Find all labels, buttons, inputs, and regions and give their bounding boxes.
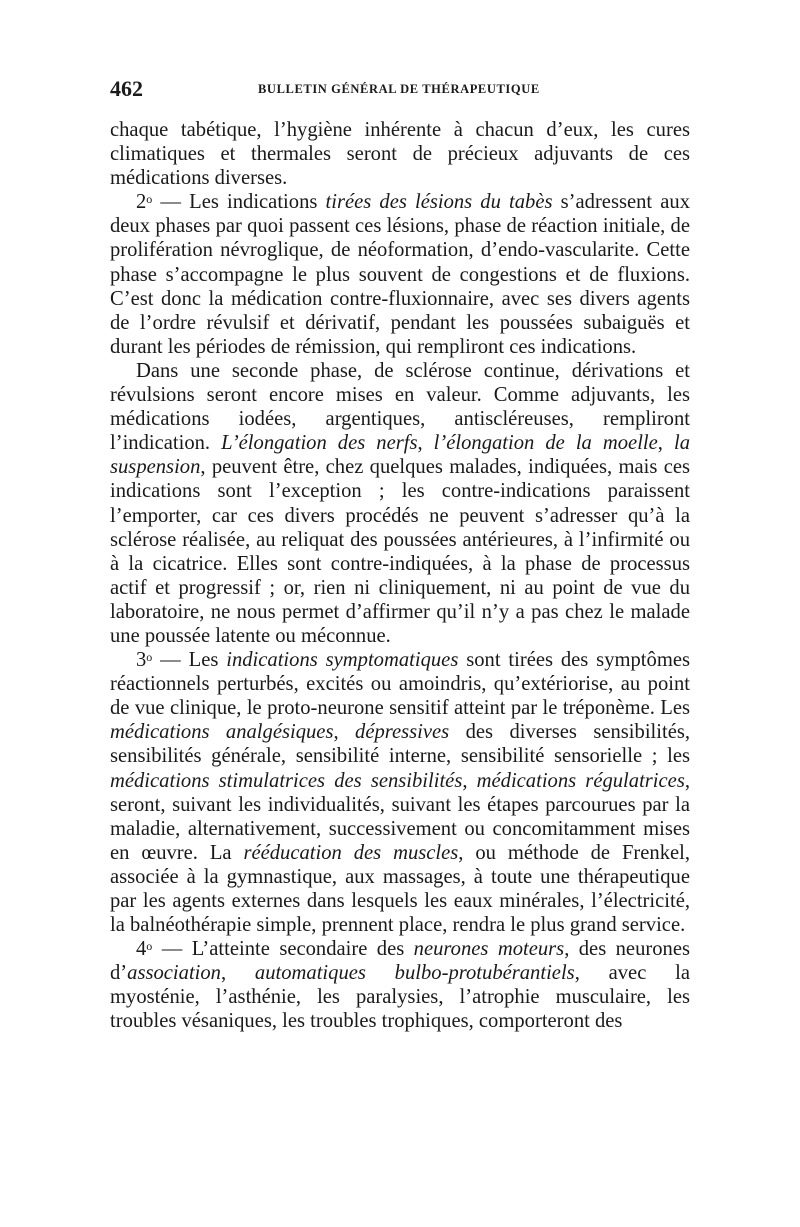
italic-term: L’élongation des nerfs <box>221 432 418 455</box>
ordinal-suffix: o <box>146 650 153 665</box>
text-run: , <box>417 432 434 455</box>
paragraph-p1 <box>110 118 690 190</box>
running-title: BULLETIN GÉNÉRAL DE THÉRAPEUTIQUE <box>258 82 540 96</box>
paragraph-p2 <box>110 190 690 359</box>
text-run: 2 <box>136 191 147 214</box>
italic-term: médications régulatrices <box>476 769 685 792</box>
body-text <box>110 118 690 1034</box>
text-run: sont tirées des symptômes réactionnels perturbés, excités ou amoindris, qu’extériorise, au point de vue clinique, le proto-neurone sensitif atteint par le tréponème. Les <box>110 649 691 720</box>
italic-term: dépressives <box>355 721 450 744</box>
text-run: , seront, suivant les individualités, suivant les étapes parcourues par la maladie, alternativement, successivement ou concomitamment mises en œuvre. La <box>110 769 690 864</box>
text-run: — Les indications <box>152 191 326 214</box>
italic-term: association <box>127 962 221 985</box>
text-run: , <box>220 962 255 985</box>
ordinal-suffix: o <box>146 192 153 207</box>
italic-term: l’élongation de la moelle <box>433 432 658 455</box>
text-run: Dans une seconde phase, de sclérose continue, dérivations et révulsions seront encore mises en valeur. Comme adjuvants, les médications iodées, argentiques, antiscléreuses, rempliront l’indication. <box>110 359 690 455</box>
text-run: , avec la myosténie, l’asthénie, les paralysies, l’atrophie musculaire, les troubles vésaniques, les troubles trophiques, comporteront des <box>110 962 690 1033</box>
text-run: , <box>333 721 356 744</box>
ordinal-suffix: o <box>146 939 153 954</box>
paragraph-p5 <box>110 937 690 1033</box>
text-run: 3 <box>136 649 147 672</box>
text-run: — L’atteinte secondaire des <box>152 938 414 961</box>
text-run: chaque tabétique, l’hygiène inhérente à chacun d’eux, les cures climatiques et thermales seront de précieux adjuvants de ces médications diverses. <box>110 119 690 190</box>
text-run: , ou méthode de Frenkel, associée à la gymnastique, aux massages, à toute une thérapeutique par les agents externes dans lesquels les eaux minérales, l’électricité, la balnéothérapie simple, prennent place, rendra le plus grand service. <box>110 841 691 937</box>
italic-term: neurones moteurs <box>413 938 565 961</box>
italic-term: automatiques bulbo-protubérantiels <box>254 962 575 985</box>
text-run: — Les <box>152 649 227 672</box>
text-run: , <box>462 769 477 792</box>
text-run: , des neurones d’ <box>110 938 690 985</box>
italic-term: médications stimulatrices des sensibilités <box>110 769 463 792</box>
paragraph-p3 <box>110 359 690 648</box>
text-run: s’adressent aux deux phases par quoi passent ces lésions, phase de réaction initiale, de prolifération névroglique, de néoformation, d’endo-vascularite. Cette phase s’accompagne le plus souvent de congestions et de fluxions. C’est donc la médication contre-fluxionnaire, avec ses divers agents de l’ordre révulsif et dérivatif, pendant les poussées subaiguës et durant les périodes de rémission, qui rempliront ces indications. <box>110 191 691 358</box>
italic-term: rééducation des muscles <box>243 841 459 864</box>
text-run: , <box>657 432 674 455</box>
paragraph-p4 <box>110 648 690 937</box>
page-number: 462 <box>110 76 143 101</box>
italic-term: médications analgésiques <box>110 721 334 744</box>
page-header <box>110 76 690 106</box>
text-run: , peuvent être, chez quelques malades, indiquées, mais ces indications sont l’exception ; les contre-indications paraissent l’emporter, car ces divers procédés ne peuvent s’adresser qu’à la sclérose réalisée, au reliquat des poussées antérieures, à l’infirmité ou à la cicatrice. Elles sont contre-indiquées, à la phase de processus actif et progressif ; or, rien ni cliniquement, ni au point de vue du laboratoire, ne nous permet d’affirmer qu’il n’y a pas chez le malade une poussée latente ou méconnue. <box>110 456 690 647</box>
text-run: 4 <box>136 938 147 961</box>
text-run: des diverses sensibilités, sensibilités générale, sensibilité interne, sensibilité sensorielle ; les <box>110 721 691 768</box>
italic-term: la suspension <box>110 432 690 479</box>
italic-term: indications symptomatiques <box>226 649 459 672</box>
italic-term: tirées des lésions du tabès <box>325 191 553 214</box>
